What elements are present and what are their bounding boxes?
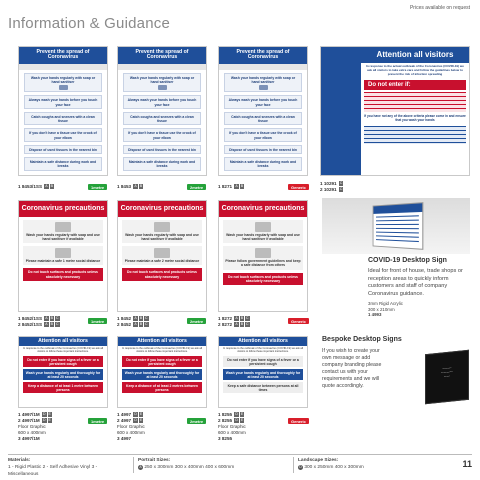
codes-row-b-1: 1 8452/1SS A B C 2 8452/1SS A B C [18,316,59,327]
poster-item: Maintain a safe distance during work and breaks [24,157,102,171]
poster-item: Keep a distance of at least 2 metres between persons [122,382,202,393]
poster-item: Catch coughs and sneezes with a clean tissue [123,112,201,126]
poster-floor-visitors-1 [18,336,108,408]
poster-item: Catch coughs and sneezes with a clean tissue [224,112,302,126]
pill-generic: Generic [288,318,309,324]
poster-intro: In response to the outbreak of the Coronavirus (COVID-19) we ask all visitors to follow these important instructions. [223,347,304,354]
pill-generic: Generic [288,184,309,190]
poster-ok-text: If you have not any of the above criteria please come in and ensure that you wash your hands [364,114,466,123]
bespoke-title: Bespoke Desktop Signs [322,336,402,343]
poster-intro: In response to the outbreak of the Coronavirus (COVID-19) we ask all visitors to follow these important instructions. [122,347,203,354]
desktop-sign-image [373,202,424,250]
pill-2metre: 2metre [187,184,206,190]
desktop-sign-specs: 3mm Rigid Acrylic 300 x 210mm 1 4993 [368,301,403,318]
desktop-sign-body: Ideal for front of house, trade shops or reception areas to quickly inform customers and staff of company Coronavirus guidance. [368,268,463,297]
poster-item: Wash your hands regularly with soap or hand sanitiser [224,73,302,93]
poster-item: If you don't have a tissue use the crook of your elbow [24,128,102,142]
page-number: 11 [462,459,472,469]
guideline-list [364,126,466,144]
poster-item: Please follow government guidelines and keep a safe distance from others [223,246,303,270]
codes-row-a-4: 1 10291 C 2 10291 C [320,181,343,192]
poster-title: Coronavirus precautions [118,201,206,217]
prices-note: Prices available on request [409,5,470,11]
poster-item: Wash your hands regularly with soap and use hand sanitiser if available [223,220,303,244]
poster-item: Wash your hands regularly and thoroughly for at least 20 seconds [23,369,103,380]
poster-floor-visitors-3 [218,336,308,408]
poster-item: Keep a safe distance between persons at all times [223,382,303,393]
poster-item: Do not touch surfaces and products unless absolutely necessary [23,268,103,281]
codes-row-a-3: 1 8271 A B [218,184,244,189]
footer-portrait-sizes: Portrait Sizes: A 250 x 300mm 300 x 400mm 400 x 600mm [138,458,235,470]
pill-generic: Generic [288,418,309,424]
poster-title: Prevent the spread of Coronavirus [219,47,307,64]
codes-row-c-1: 1 4997/1M D E 2 4997/1M D E Floor Graphic 600 x 400mm 3 4997/1M [18,412,51,441]
desktop-sign-title: COVID-19 Desktop Sign [368,257,447,264]
poster-item: Maintain a safe distance during work and breaks [224,157,302,171]
poster-item: Do not enter if you have signs of a fever or a persistent cough [122,356,202,367]
poster-side-bar [321,47,361,175]
poster-floor-visitors-2 [117,336,207,408]
poster-title: Attention all visitors [361,47,469,63]
page-title: Information & Guidance [8,15,170,32]
poster-item: Please maintain a safe 2 metre social distance [122,246,202,265]
bespoke-sign-image: ——— ———— —— [425,350,469,405]
poster-item: Do not enter if you have signs of a fever or a persistent cough [23,356,103,367]
poster-title: Prevent the spread of Coronavirus [118,47,206,64]
poster-item: Dispose of used tissues in the nearest bin [224,145,302,154]
poster-item: Dispose of used tissues in the nearest bin [24,145,102,154]
poster-item: Keep a distance of at least 1 metre between persons [23,382,103,393]
codes-row-c-3: 1 8255 D E 2 8255 D E Floor Graphic 600 x 400mm 3 8255 [218,412,246,441]
footer [8,454,472,477]
pill-1metre: 1metre [88,418,107,424]
pill-2metre: 2metre [187,318,206,324]
poster-prevent-spread-2 [117,46,207,176]
poster-item: Do not enter if you have signs of a fever or a persistent cough [223,356,303,367]
pill-2metre: 2metre [187,418,206,424]
footer-materials: Materials: 1 - Rigid Plastic 2 - Self Adhesive Vinyl 3 - Miscellaneous [8,458,98,477]
poster-prevent-spread-1 [18,46,108,176]
poster-intro: In response to the outbreak of the Coronavirus (COVID-19) we ask all visitors to follow these important instructions. [23,347,104,354]
pill-1metre: 1metre [88,184,107,190]
pill-1metre: 1metre [88,318,107,324]
poster-coronavirus-precautions-1 [18,200,108,312]
poster-coronavirus-precautions-2 [117,200,207,312]
codes-row-b-3: 1 8272 A B C 2 8272 A B C [218,316,249,327]
poster-item: Wash your hands regularly with soap and use hand sanitiser if available [122,220,202,244]
criteria-list [364,92,466,112]
poster-title: Coronavirus precautions [19,201,107,217]
poster-item: Dispose of used tissues in the nearest bin [123,145,201,154]
codes-row-a-1: 1 8453/1SS A B [18,184,53,189]
poster-item: Wash your hands regularly with soap or hand sanitiser [24,73,102,93]
poster-title: Coronavirus precautions [219,201,307,217]
poster-item: Wash your hands regularly with soap and use hand sanitiser if available [23,220,103,244]
poster-item: Wash your hands regularly and thoroughly for at least 20 seconds [122,369,202,380]
codes-row-a-2: 1 8453 A B [117,184,143,189]
poster-item: Do not touch surfaces and products unless absolutely necessary [223,273,303,286]
poster-intro: In response to the actual outbreak of the Coronavirus (COVID-19) we ask all visitors to take extra care and follow the guidelines below to prevent the risk of infection spreading [366,64,464,76]
poster-title: Prevent the spread of Coronavirus [19,47,107,64]
poster-title: Attention all visitors [219,337,307,346]
bespoke-body: If you wish to create your own message or add company branding please contact us with your requirements and we will quote accordingly. [322,348,382,390]
poster-title: Attention all visitors [118,337,206,346]
poster-prevent-spread-3 [218,46,308,176]
poster-item: Please maintain a safe 1 metre social distance [23,246,103,265]
poster-coronavirus-precautions-3 [218,200,308,312]
desktop-sign-photo [322,198,470,254]
codes-row-b-2: 1 8452 A B C 2 8452 A B C [117,316,148,327]
codes-row-c-2: 1 4997 D E 2 4997 D E Floor Graphic 600 x 400mm 3 4997 [117,412,145,441]
poster-item: Maintain a safe distance during work and breaks [123,157,201,171]
poster-item: Wash your hands regularly with soap or hand sanitiser [123,73,201,93]
poster-item: Always wash your hands before you touch your face [224,95,302,109]
do-not-enter-banner: Do not enter if: [364,80,466,90]
footer-landscape-sizes: Landscape Sizes: D 300 x 250mm 400 x 300mm [298,458,364,470]
poster-item: Do not touch surfaces and products unless absolutely necessary [122,268,202,281]
poster-attention-all-visitors-large [320,46,470,176]
poster-item: Always wash your hands before you touch your face [123,95,201,109]
poster-item: Catch coughs and sneezes with a clean tissue [24,112,102,126]
poster-title: Attention all visitors [19,337,107,346]
poster-item: If you don't have a tissue use the crook of your elbow [123,128,201,142]
poster-item: Wash your hands regularly and thoroughly for at least 20 seconds [223,369,303,380]
poster-item: If you don't have a tissue use the crook of your elbow [224,128,302,142]
poster-item: Always wash your hands before you touch your face [24,95,102,109]
